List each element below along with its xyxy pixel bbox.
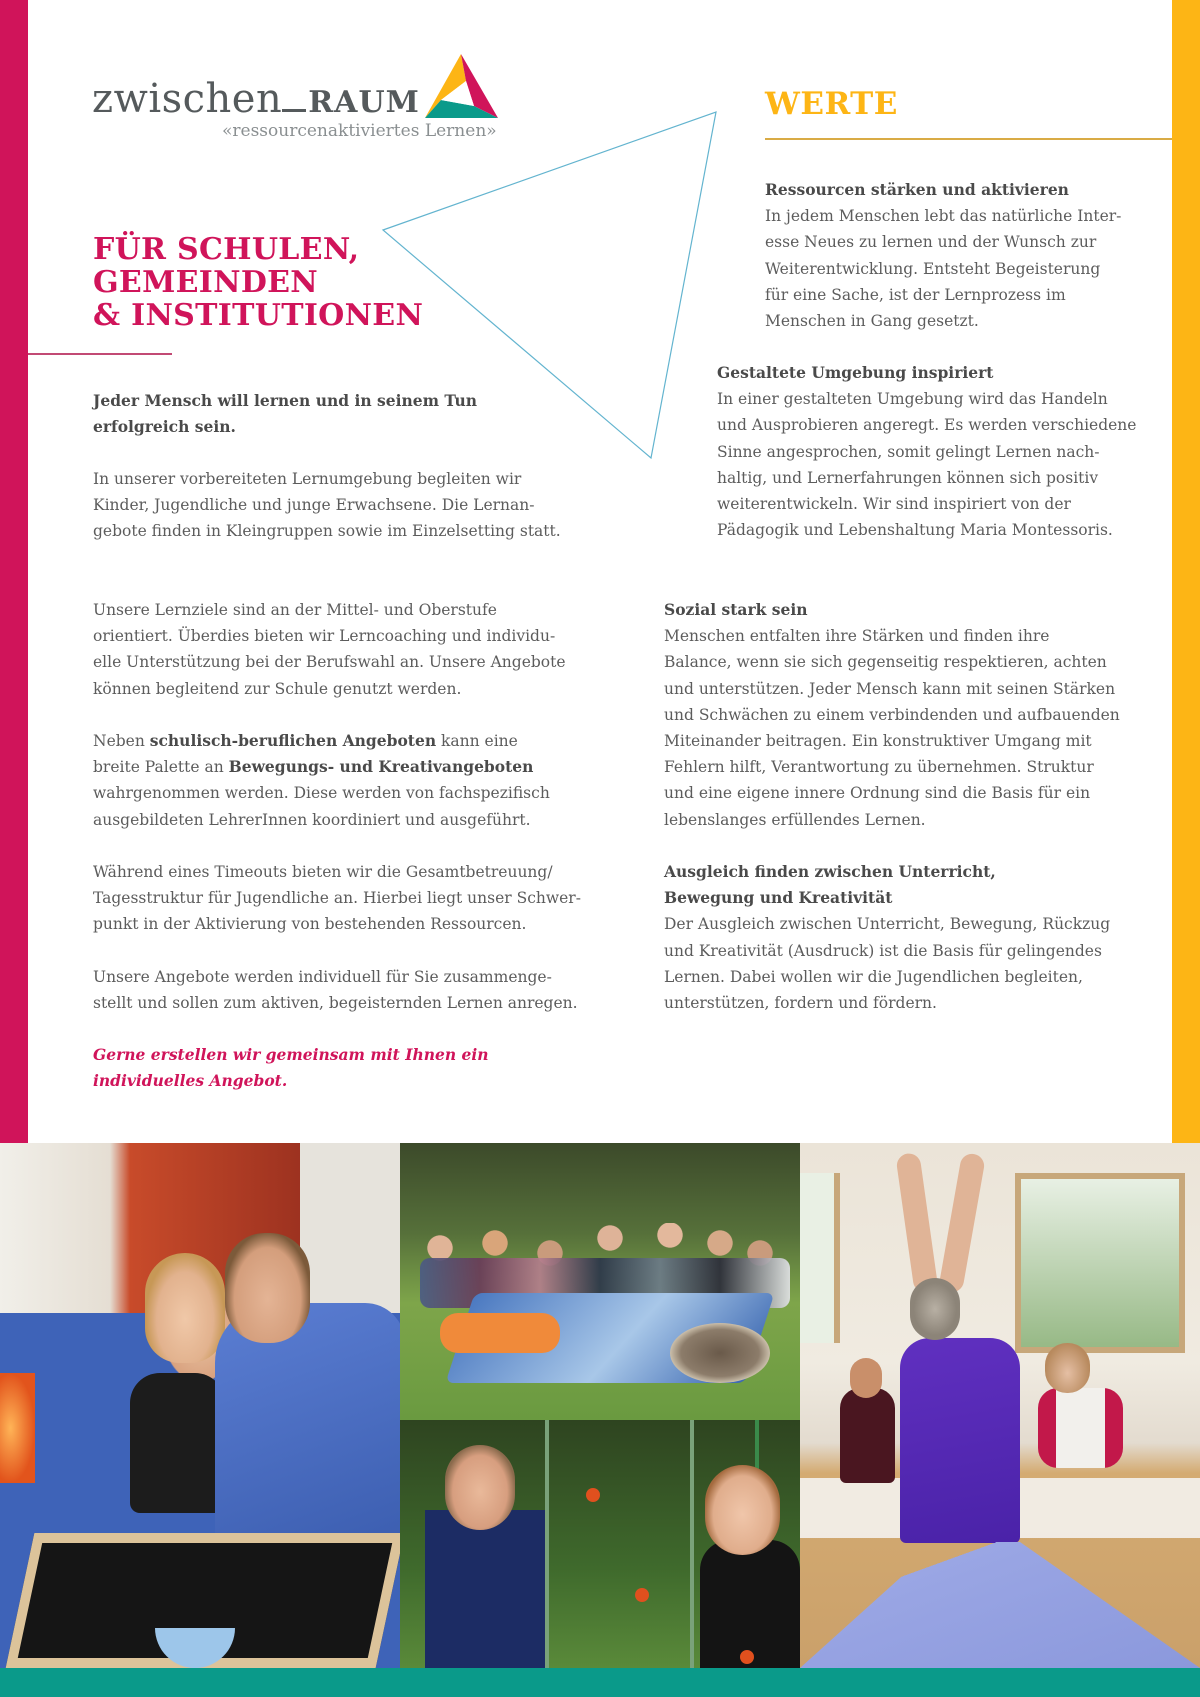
person-head-shape — [1045, 1343, 1090, 1393]
text-line: und Schwächen zu einem verbindenden und aufbauenden — [664, 705, 1120, 724]
paragraph-individual — [93, 964, 578, 1016]
text-line — [93, 754, 573, 780]
tricolor-triangle-icon — [424, 54, 500, 120]
text-line: gebote finden in Kleingruppen sowie im Einzelsetting statt. — [93, 522, 561, 541]
person-head-shape — [910, 1278, 960, 1340]
right-accent-bar — [1172, 0, 1200, 1143]
tomato-shape — [635, 1588, 649, 1602]
logo-word-light: zwischen — [92, 76, 283, 122]
text-line: Tagesstruktur für Jugendliche an. Hierbei liegt unser Schwer- — [93, 889, 581, 908]
text-line: Pädagogik und Lebenshaltung Maria Montessoris. — [717, 521, 1113, 540]
left-accent-bar — [0, 0, 28, 1143]
text-line: Lernen. Dabei wollen wir die Jugendlichen begleiten, — [664, 967, 1083, 986]
values-title: WERTE — [765, 86, 898, 122]
tomato-shape — [740, 1650, 754, 1664]
text-line: punkt in der Aktivierung von bestehenden Ressourcen. — [93, 915, 527, 934]
paragraph-timeout — [93, 859, 581, 938]
text-line: orientiert. Überdies bieten wir Lerncoaching und individu- — [93, 627, 556, 646]
bottom-accent-bar — [0, 1668, 1200, 1697]
photo-montessori-board — [0, 1143, 400, 1668]
text-line: individuelles Angebot. — [93, 1071, 288, 1091]
text-line: In jedem Menschen lebt das natürliche Inter- — [765, 207, 1122, 226]
text-line: Der Ausgleich zwischen Unterricht, Bewegung, Rückzug — [664, 915, 1111, 934]
text-line: Menschen in Gang gesetzt. — [765, 312, 979, 331]
stake-shape — [690, 1420, 694, 1668]
text-line: können begleitend zur Schule genutzt werden. — [93, 679, 462, 698]
text-line: Balance, wenn sie sich gegenseitig respektieren, achten — [664, 653, 1107, 672]
text-line: Fehlern hilft, Verantwortung zu übernehmen. Struktur — [664, 758, 1094, 777]
text-line: stellt und sollen zum aktiven, begeisternden Lernen anregen. — [93, 994, 578, 1013]
text-line: lebenslanges erfüllendes Lernen. — [664, 810, 926, 829]
call-to-action — [93, 1042, 573, 1094]
person-head-shape — [225, 1233, 310, 1343]
text-line: Unsere Angebote werden individuell für Sie zusammenge- — [93, 968, 552, 986]
logo-tagline: «ressourcenaktiviertes Lernen» — [222, 121, 497, 141]
text-line: und Kreativität (Ausdruck) ist die Basis für gelingendes — [664, 941, 1102, 960]
window-shape — [800, 1173, 840, 1343]
tomato-shape — [586, 1488, 600, 1502]
legs-shape — [800, 1528, 1200, 1668]
logo-word-bold: RAUM — [308, 85, 420, 120]
text-line: Sinne angesprochen, somit gelingt Lernen nach- — [717, 442, 1100, 461]
photo-group-outdoors — [400, 1143, 800, 1420]
person-head-shape — [705, 1465, 780, 1555]
value-item — [765, 177, 1145, 334]
paragraph-intro — [93, 466, 563, 545]
value-item — [664, 597, 1134, 833]
text-line: erfolgreich sein. — [93, 417, 236, 437]
headline-line: & INSTITUTIONEN — [93, 298, 424, 333]
emphasis-text: Bewegungs- und Kreativangeboten — [228, 757, 534, 777]
lamp-shape — [0, 1373, 35, 1483]
headline-line: GEMEINDEN — [93, 265, 319, 300]
paragraph-offerings — [93, 728, 573, 833]
text-line: weiterentwickeln. Wir sind inspiriert von der — [717, 495, 1071, 514]
text-line: haltig, und Lernerfahrungen können sich positiv — [717, 468, 1099, 487]
text-line: Weiterentwicklung. Entsteht Begeisterung — [765, 259, 1101, 278]
logo-wordmark — [92, 76, 420, 122]
value-item — [664, 859, 1134, 1016]
text-line: In unserer vorbereiteten Lernumgebung begleiten wir — [93, 470, 522, 488]
text-line: esse Neues zu lernen und der Wunsch zur — [765, 233, 1097, 252]
text-line: wahrgenommen werden. Diese werden von fachspezifisch — [93, 784, 550, 803]
text-run: kann eine — [436, 732, 518, 750]
person-head-shape — [850, 1358, 882, 1398]
person-shape — [840, 1388, 895, 1483]
window-shape — [1015, 1173, 1185, 1353]
text-line: und eine eigene innere Ordnung sind die Basis für ein — [664, 784, 1091, 803]
text-line: elle Unterstützung bei der Berufswahl an. Unsere Angebote — [93, 653, 566, 672]
text-line: für eine Sache, ist der Lernprozess im — [765, 285, 1066, 304]
text-run: breite Palette an — [93, 758, 229, 777]
text-line: und unterstützen. Jeder Mensch kann mit seinen Stärken — [664, 679, 1116, 698]
text-line: Menschen entfalten ihre Stärken und finden ihre — [664, 627, 1050, 646]
text-line: In einer gestalteten Umgebung wird das Handeln — [717, 390, 1108, 409]
arm-shape — [938, 1152, 986, 1294]
value-heading: Ressourcen stärken und aktivieren — [765, 180, 1069, 199]
text-line: Kinder, Jugendliche und junge Erwachsene. Die Lernan- — [93, 496, 535, 515]
person-shape — [215, 1303, 400, 1563]
text-run: Neben — [93, 732, 150, 750]
stake-shape — [545, 1420, 549, 1668]
person-head-shape — [445, 1445, 515, 1530]
text-line: unterstützen, fordern und fördern. — [664, 994, 937, 1013]
text-line: ausgebildeten LehrerInnen koordiniert und ausgeführt. — [93, 810, 531, 829]
person-shape — [700, 1540, 800, 1668]
page-headline — [93, 233, 423, 332]
person-shape — [900, 1338, 1020, 1543]
paragraph-learning-goals — [93, 597, 566, 702]
text-line — [93, 728, 573, 754]
lead-paragraph — [93, 388, 563, 440]
emphasis-text: schulisch-beruflichen Angeboten — [149, 731, 437, 750]
text-line: Gerne erstellen wir gemeinsam mit Ihnen ein — [93, 1045, 489, 1064]
photo-yoga — [800, 1143, 1200, 1668]
value-heading: Bewegung und Kreativität — [664, 888, 893, 908]
value-item — [717, 360, 1137, 543]
text-line: Während eines Timeouts bieten wir die Gesamtbetreuung/ — [93, 863, 553, 881]
value-heading: Sozial stark sein — [664, 600, 808, 619]
headline-line: FÜR SCHULEN, — [93, 232, 360, 267]
logo — [92, 52, 512, 147]
text-line: und Ausprobieren angeregt. Es werden verschiedene — [717, 416, 1137, 435]
person-shape — [1038, 1388, 1123, 1468]
fire-pit-shape — [670, 1323, 770, 1383]
person-shape — [130, 1373, 225, 1513]
person-shape — [440, 1313, 560, 1353]
arm-shape — [895, 1152, 938, 1294]
values-divider — [765, 138, 1172, 140]
text-line: Miteinander beitragen. Ein konstruktiver Umgang mit — [664, 732, 1092, 751]
value-heading: Ausgleich finden zwischen Unterricht, — [664, 862, 996, 881]
text-line: Unsere Lernziele sind an der Mittel- und Oberstufe — [93, 601, 497, 619]
value-heading: Gestaltete Umgebung inspiriert — [717, 363, 994, 382]
person-head-shape — [145, 1253, 225, 1363]
headline-divider — [28, 353, 172, 355]
text-line: Jeder Mensch will lernen und in seinem Tun — [93, 391, 478, 410]
photo-gardening — [400, 1420, 800, 1668]
logo-underscore — [282, 109, 306, 112]
